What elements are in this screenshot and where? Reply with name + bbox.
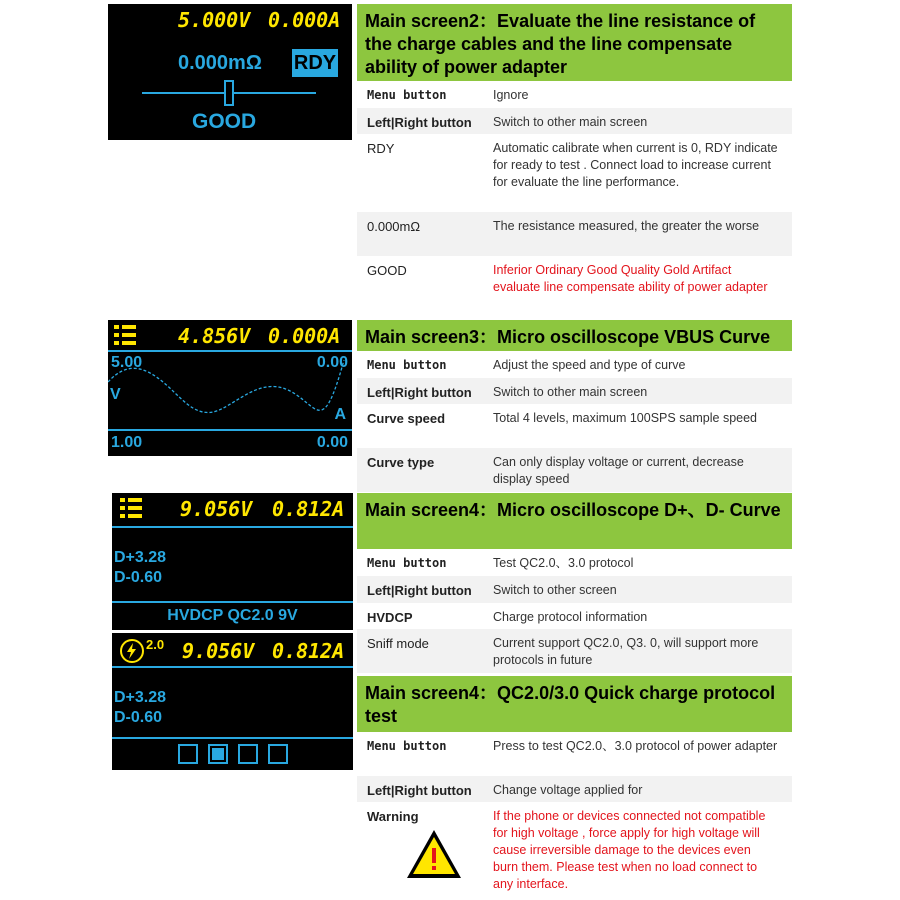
row-key: Curve type (367, 455, 435, 470)
table-row (357, 378, 792, 404)
row-key: GOOD (367, 263, 407, 278)
table-row (357, 448, 792, 492)
vbus-curve (108, 320, 352, 456)
spec-table (357, 549, 792, 673)
table-row (357, 776, 792, 802)
row-key: Warning (367, 809, 419, 824)
resistance-scale-marker (224, 80, 234, 106)
row-value: Current support QC2.0, Q3. 0, will support more protocols in future (493, 636, 759, 667)
voltage-selector (178, 744, 290, 766)
panel-main-screen3 (357, 320, 792, 492)
current-readout: 0.812A (272, 497, 345, 521)
voltage-min-label: 1.00 (111, 434, 143, 451)
row-key: Left|Right button (367, 115, 472, 130)
row-value: Press to test QC2.0、3.0 protocol of power adapter (493, 739, 778, 753)
row-value: Test QC2.0、3.0 protocol (493, 556, 634, 570)
row-key: Menu button (367, 556, 447, 570)
dminus-readout: D-0.60 (114, 709, 163, 726)
lcd-screen-resistance (108, 4, 352, 140)
menu-icon (120, 498, 142, 518)
table-row (357, 629, 792, 673)
table-row (357, 351, 792, 378)
row-key: Left|Right button (367, 783, 472, 798)
table-row (357, 549, 792, 576)
row-key: Menu button (367, 88, 447, 102)
current-unit-label: A (334, 406, 346, 423)
row-value: Switch to other main screen (493, 115, 648, 129)
selector-box-selected (208, 744, 228, 764)
dplus-readout: D+3.28 (114, 689, 167, 706)
row-key: RDY (367, 141, 395, 156)
quick-charge-icon (120, 639, 144, 663)
row-key: Sniff mode (367, 636, 429, 651)
warning-icon (405, 828, 463, 880)
voltage-readout: 4.856V (178, 324, 251, 348)
voltage-readout: 5.000V (178, 8, 251, 32)
spec-table (357, 351, 792, 492)
table-row (357, 108, 792, 134)
spec-table (357, 81, 792, 316)
current-max-label: 0.00 (316, 354, 348, 371)
row-value: Adjust the speed and type of curve (493, 358, 686, 372)
table-row (357, 81, 792, 108)
voltage-readout: 9.056V (182, 639, 255, 663)
selector-box (238, 744, 258, 764)
lcd-screen-qc-test (112, 633, 353, 770)
bottom-divider (108, 429, 352, 431)
voltage-max-label: 5.00 (111, 354, 143, 371)
table-row (357, 256, 792, 316)
bottom-divider (112, 737, 353, 739)
row-value: Switch to other main screen (493, 385, 648, 399)
table-row (357, 603, 792, 629)
panel-title: Main screen4：Micro oscilloscope D+、D- Curve (357, 493, 792, 549)
row-value: Ignore (493, 88, 529, 102)
row-value: Switch to other screen (493, 583, 617, 597)
table-row (357, 404, 792, 448)
row-key: Menu button (367, 358, 447, 372)
bottom-divider (112, 601, 353, 603)
selector-box (268, 744, 288, 764)
row-key: 0.000mΩ (367, 219, 421, 234)
table-row (357, 212, 792, 256)
row-value: Can only display voltage or current, decrease display speed (493, 455, 744, 486)
panel-title: Main screen3：Micro oscilloscope VBUS Curve (357, 320, 792, 351)
top-divider (112, 666, 353, 668)
row-key: Left|Right button (367, 583, 472, 598)
row-value: Total 4 levels, maximum 100SPS sample speed (493, 411, 758, 425)
rdy-badge: RDY (292, 49, 338, 77)
row-key: Left|Right button (367, 385, 472, 400)
panel-main-screen4-dpdm (357, 493, 792, 673)
voltage-unit-label: V (110, 386, 121, 403)
protocol-info: HVDCP QC2.0 9V (167, 607, 298, 624)
table-row (357, 802, 792, 896)
dminus-readout: D-0.60 (114, 569, 163, 586)
current-min-label: 0.00 (316, 434, 348, 451)
selector-box (178, 744, 198, 764)
current-readout: 0.812A (272, 639, 345, 663)
lcd-screen-vbus-curve (108, 320, 352, 456)
voltage-readout: 9.056V (180, 497, 253, 521)
dplus-readout: D+3.28 (114, 549, 167, 566)
spec-table (357, 732, 792, 896)
panel-title: Main screen4：QC2.0/3.0 Quick charge protocol test (357, 676, 792, 732)
current-readout: 0.000A (268, 8, 341, 32)
current-readout: 0.000A (268, 324, 341, 348)
panel-main-screen4-qc (357, 676, 792, 896)
row-key: Menu button (367, 739, 447, 753)
panel-main-screen2 (357, 4, 792, 316)
row-value: If the phone or devices connected not compatible for high voltage , force apply for high voltage will cause irreversible damage to the devices even burn them. Please test when no load connect to any interface. (493, 809, 766, 891)
row-key: HVDCP (367, 610, 413, 625)
panel-title: Main screen2：Evaluate the line resistance of the charge cables and the line compensate ability of power adapter (357, 4, 792, 81)
resistance-readout: 0.000mΩ (178, 52, 262, 74)
row-value: Inferior Ordinary Good Quality Gold Artifact evaluate line compensate ability of power adapter (493, 263, 768, 294)
row-value: Charge protocol information (493, 610, 648, 624)
qc-version-label: 2.0 (146, 637, 165, 652)
top-divider (112, 526, 353, 528)
lcd-screen-dpdm-curve (112, 493, 353, 630)
row-value: Change voltage applied for (493, 783, 643, 797)
table-row (357, 732, 792, 776)
quality-status: GOOD (192, 110, 257, 133)
row-key: Curve speed (367, 411, 446, 426)
row-value: Automatic calibrate when current is 0, RDY indicate for ready to test . Connect load to increase current for evaluate the line performance. (493, 141, 778, 189)
row-value: The resistance measured, the greater the worse (493, 219, 760, 233)
table-row (357, 576, 792, 603)
table-row (357, 134, 792, 212)
